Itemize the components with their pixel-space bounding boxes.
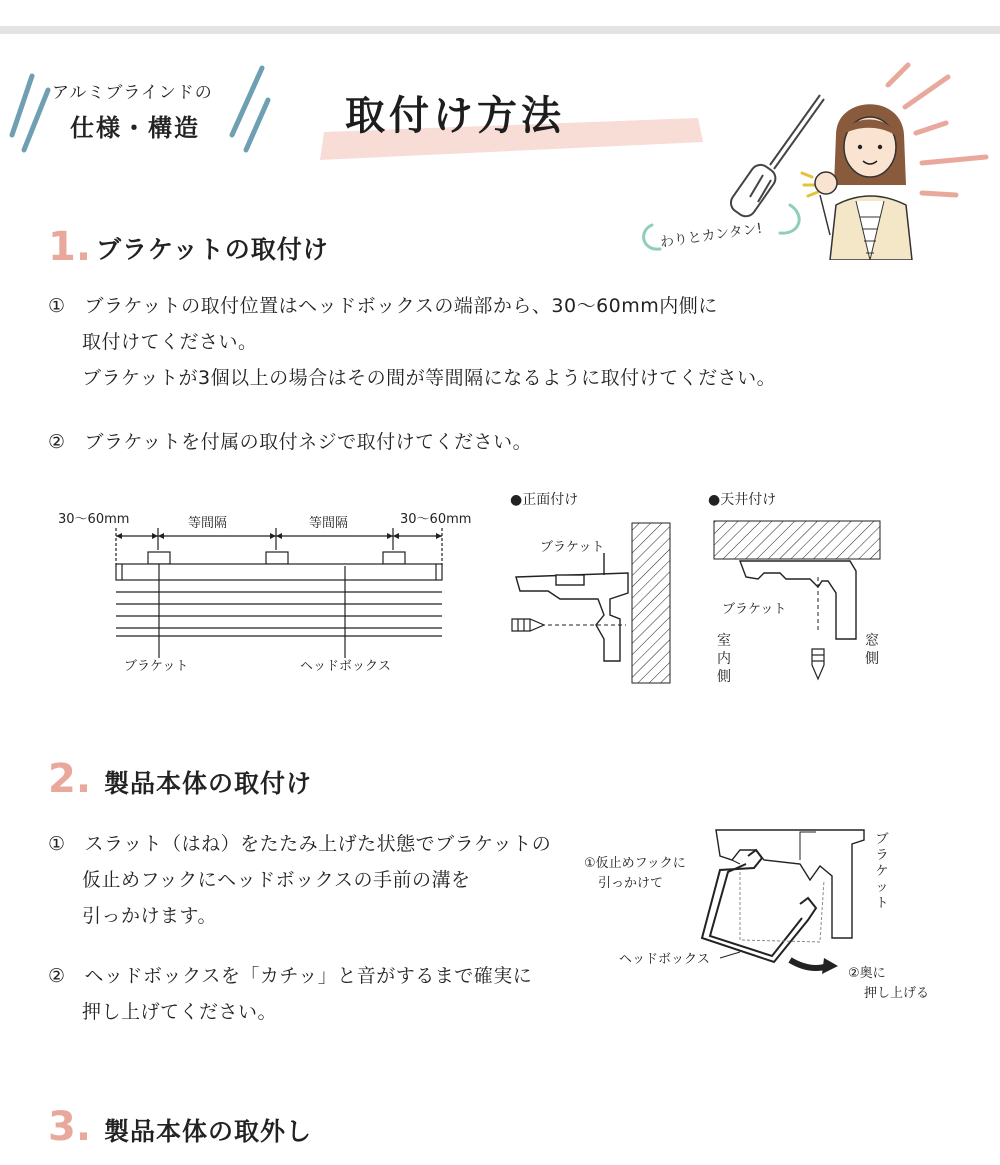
ceiling-bracket-label: ブラケット <box>722 602 787 617</box>
step1-label-line2: 引っかけて <box>598 876 664 891</box>
para-marker: ② <box>48 965 66 987</box>
para-line: ブラケットを付属の取付ネジで取付けてください。 <box>84 431 533 453</box>
screw-icon <box>512 619 544 631</box>
section-2-number: 2. <box>48 756 92 802</box>
step2-label-line1: ②奥に <box>848 966 886 981</box>
para-line: スラット（はね）をたたみ上げた状態でブラケットの <box>84 833 552 855</box>
section-1-para-1 <box>48 288 948 396</box>
hook-headbox-label: ヘッドボックス <box>619 952 710 967</box>
para-line: 取付けてください。 <box>82 331 258 353</box>
dim-right-label: 30〜60mm <box>400 512 472 527</box>
section-2-title: 製品本体の取付け <box>104 769 313 798</box>
section-2-para-1 <box>48 826 608 934</box>
bullet-dot-icon: ● <box>708 492 721 508</box>
bullet-dot-icon: ● <box>510 492 523 508</box>
speech-bubble-text: わりとカンタン! <box>659 220 764 251</box>
para-line: ブラケットが3個以上の場合はその間が等間隔になるように取付けてください。 <box>82 367 777 389</box>
screwdriver-icon <box>727 95 824 220</box>
top-divider <box>0 26 1000 34</box>
hook-bracket-label: ブラケット <box>875 832 889 911</box>
dim-mid2-label: 等間隔 <box>309 516 349 531</box>
headbox-label: ヘッドボックス <box>300 659 391 674</box>
ceiling-mount-heading: ●天井付け <box>708 492 777 508</box>
section-3-number: 3. <box>48 1104 92 1150</box>
dim-mid1-label: 等間隔 <box>188 516 228 531</box>
para-marker: ① <box>48 295 66 317</box>
section-2-para-2 <box>48 958 608 1030</box>
para-line: ブラケットの取付位置はヘッドボックスの端部から、30〜60mm内側に <box>84 295 718 317</box>
section-1-number: 1. <box>48 224 92 270</box>
para-marker: ① <box>48 833 66 855</box>
section-3-title: 製品本体の取外し <box>104 1117 313 1146</box>
section-1-title: ブラケットの取付け <box>96 235 329 264</box>
wall-bracket-label: ブラケット <box>540 540 605 555</box>
para-line: 引っかけます。 <box>82 905 217 927</box>
screw-icon <box>812 649 824 679</box>
para-line: ヘッドボックスを「カチッ」と音がするまで確実に <box>84 965 533 987</box>
section-1-para-2 <box>48 424 948 460</box>
headbox-front-diagram <box>60 500 490 680</box>
push-arrow-icon <box>790 960 828 968</box>
step2-label-line2: 押し上げる <box>864 986 930 1001</box>
indoor-side-label: 室内側 <box>717 633 731 685</box>
para-line: 仮止めフックにヘッドボックスの手前の溝を <box>82 869 471 891</box>
window-side-label: 窓側 <box>865 633 879 667</box>
step1-label-line1: ①仮止めフックに <box>584 856 686 871</box>
badge-line2: 仕様・構造 <box>70 114 200 142</box>
para-marker: ② <box>48 431 66 453</box>
bracket-label: ブラケット <box>124 659 189 674</box>
para-line: 押し上げてください。 <box>82 1001 278 1023</box>
dim-left-label: 30〜60mm <box>58 512 130 527</box>
page-title: 取付け方法 <box>345 93 565 139</box>
wall-mount-heading: ●正面付け <box>510 492 579 508</box>
badge-line1: アルミブラインドの <box>52 83 213 103</box>
